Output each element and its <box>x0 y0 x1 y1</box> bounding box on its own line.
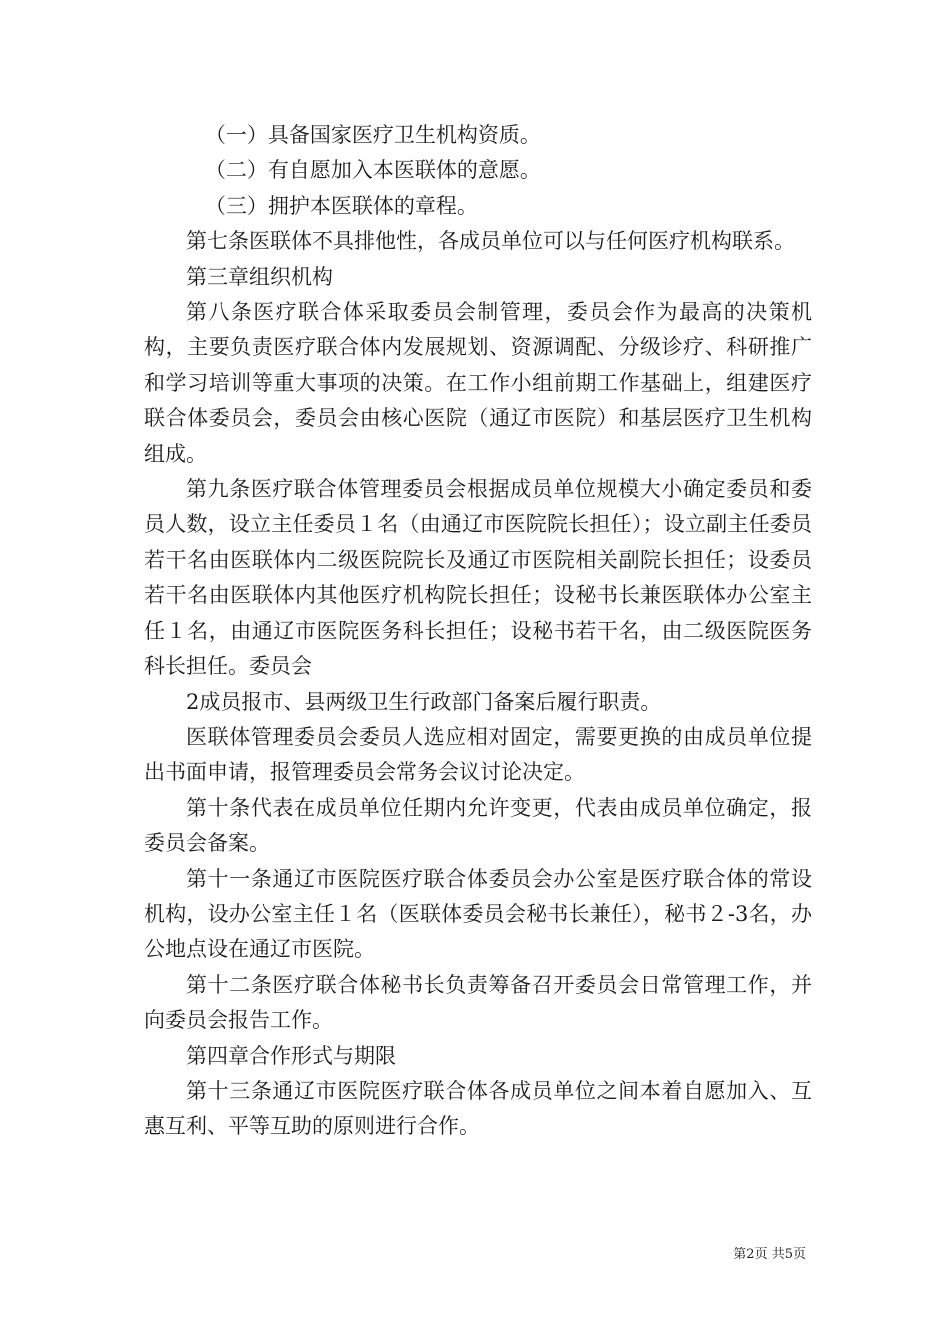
article-13: 第十三条通辽市医院医疗联合体各成员单位之间本着自愿加入、互惠互利、平等互助的原则进行合作。 <box>144 1078 812 1139</box>
article-8: 第八条医疗联合体采取委员会制管理，委员会作为最高的决策机构，主要负责医疗联合体内发展规划、资源调配、分级诊疗、科研推广和学习培训等重大事项的决策。在工作小组前期工作基础上，组建医疗联合体委员会，委员会由核心医院（通辽市医院）和基层医疗卫生机构组成。 <box>144 300 812 466</box>
clause-item-2: （二）有自愿加入本医联体的意愿。 <box>204 158 541 183</box>
current-page-number: 2 <box>746 1247 755 1262</box>
chapter-3-heading: 第三章组织机构 <box>186 264 333 289</box>
document-body <box>144 118 812 1145</box>
total-page-count: 5 <box>784 1247 793 1262</box>
article-11: 第十一条通辽市医院医疗联合体委员会办公室是医疗联合体的常设机构，设办公室主任１名（医联体委员会秘书长兼任），秘书２-3名，办公地点设在通辽市医院。 <box>144 866 812 962</box>
page-number-footer <box>733 1246 806 1264</box>
article-12: 第十二条医疗联合体秘书长负责筹备召开委员会日常管理工作，并向委员会报告工作。 <box>144 972 812 1033</box>
committee-member-replacement: 医联体管理委员会委员人选应相对固定，需要更换的由成员单位提出书面申请，报管理委员会常务会议讨论决定。 <box>144 724 812 785</box>
article-7: 第七条医联体不具排他性，各成员单位可以与任何医疗机构联系。 <box>186 229 795 254</box>
clause-item-1: （一）具备国家医疗卫生机构资质。 <box>204 123 541 147</box>
clause-item-3: （三）拥护本医联体的章程。 <box>204 193 478 218</box>
chapter-4-heading: 第四章合作形式与期限 <box>186 1043 396 1068</box>
footer-prefix: 第 <box>733 1247 747 1262</box>
article-10: 第十条代表在成员单位任期内允许变更，代表由成员单位确定，报委员会备案。 <box>144 795 812 856</box>
footer-suffix: 页 <box>792 1247 806 1262</box>
article-9: 第九条医疗联合体管理委员会根据成员单位规模大小确定委员和委员人数，设立主任委员１名（由通辽市医院院长担任）；设立副主任委员若干名由医联体内二级医院院长及通辽市医院相关副院长担任；设委员若干名由医联体内其他医疗机构院长担任；设秘书长兼医联体办公室主任１名，由通辽市医院医务科长担任；设秘书若干名，由二级医院医务科长担任。委员会 <box>144 477 812 679</box>
article-9-continued: 2成员报市、县两级卫生行政部门备案后履行职责。 <box>186 689 662 714</box>
footer-middle: 页 共 <box>754 1247 785 1262</box>
